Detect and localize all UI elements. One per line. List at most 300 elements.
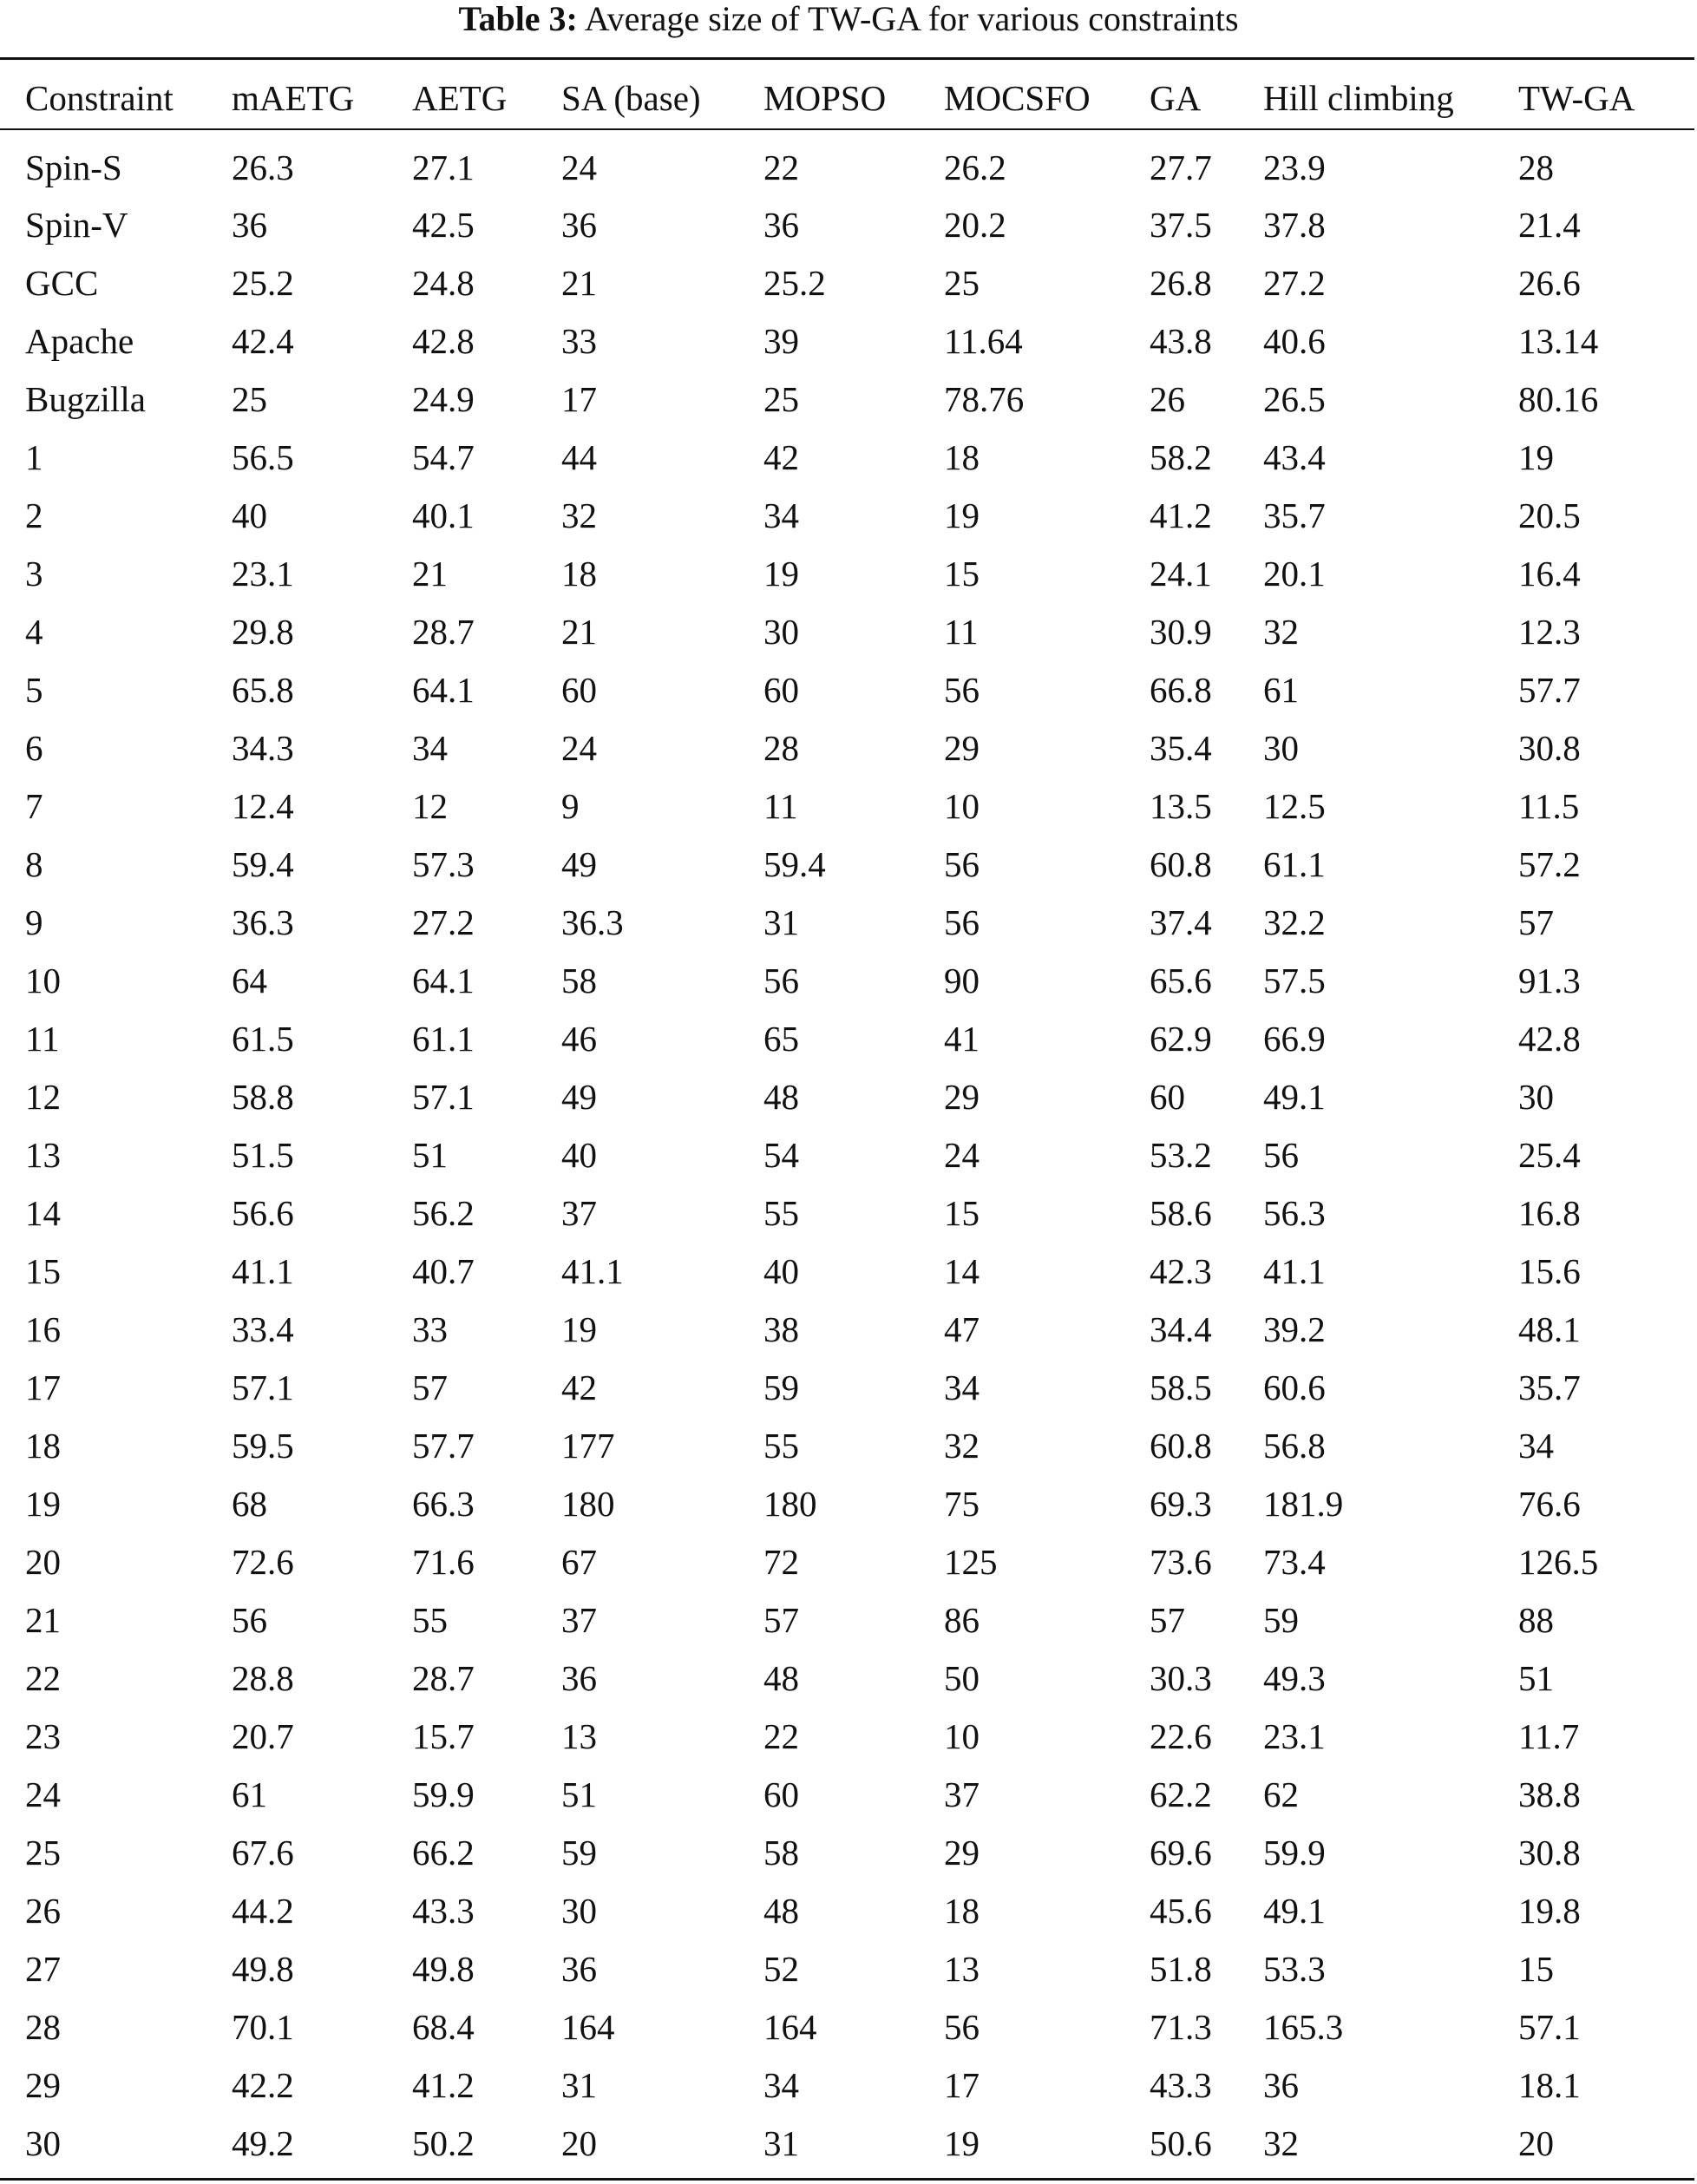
table-row xyxy=(0,835,1694,893)
column-header: MOPSO xyxy=(763,77,887,118)
value-cell: 70.1 xyxy=(232,2006,294,2047)
value-cell: 59.9 xyxy=(412,1774,475,1814)
constraint-cell: 13 xyxy=(25,1134,61,1175)
value-cell: 33.4 xyxy=(232,1308,294,1349)
value-cell: 58.6 xyxy=(1150,1192,1212,1233)
value-cell: 50.2 xyxy=(412,2122,475,2163)
value-cell: 35.4 xyxy=(1150,727,1212,768)
value-cell: 19 xyxy=(763,553,799,594)
value-cell: 49.8 xyxy=(232,1948,294,1989)
value-cell: 11.7 xyxy=(1518,1715,1580,1756)
value-cell: 30.9 xyxy=(1150,611,1212,652)
value-cell: 49 xyxy=(561,1076,597,1117)
value-cell: 15.7 xyxy=(412,1715,475,1756)
table-row xyxy=(0,1125,1694,1184)
constraint-cell: 15 xyxy=(25,1250,61,1291)
value-cell: 66.2 xyxy=(412,1832,475,1872)
value-cell: 24 xyxy=(561,148,597,187)
table-row xyxy=(0,1358,1694,1416)
value-cell: 36 xyxy=(561,1948,597,1989)
value-cell: 58 xyxy=(763,1832,799,1872)
value-cell: 31 xyxy=(763,902,799,942)
value-cell: 48 xyxy=(763,1657,799,1698)
value-cell: 12.5 xyxy=(1263,785,1326,826)
value-cell: 32 xyxy=(561,495,597,535)
table-row xyxy=(0,428,1694,486)
table-row xyxy=(0,1184,1694,1242)
value-cell: 90 xyxy=(944,960,980,1000)
constraint-cell: 14 xyxy=(25,1192,61,1233)
value-cell: 17 xyxy=(944,2064,980,2105)
table-row xyxy=(0,195,1694,253)
constraint-cell: 6 xyxy=(25,727,43,768)
value-cell: 165.3 xyxy=(1263,2006,1344,2047)
value-cell: 37 xyxy=(561,1599,597,1640)
value-cell: 73.4 xyxy=(1263,1541,1326,1582)
value-cell: 62 xyxy=(1263,1774,1299,1814)
value-cell: 46 xyxy=(561,1018,597,1059)
value-cell: 65.6 xyxy=(1150,960,1212,1000)
value-cell: 24.1 xyxy=(1150,553,1212,594)
value-cell: 25.2 xyxy=(232,262,294,303)
value-cell: 11 xyxy=(763,785,798,826)
value-cell: 48 xyxy=(763,1890,799,1931)
value-cell: 14 xyxy=(944,1250,980,1291)
table-row xyxy=(0,718,1694,777)
constraint-cell: 5 xyxy=(25,669,43,710)
value-cell: 29 xyxy=(944,1832,980,1872)
value-cell: 53.3 xyxy=(1263,1948,1326,1989)
value-cell: 42.2 xyxy=(232,2064,294,2105)
value-cell: 42.4 xyxy=(232,320,294,361)
value-cell: 49.8 xyxy=(412,1948,475,1989)
value-cell: 41.2 xyxy=(1150,495,1212,535)
value-cell: 29.8 xyxy=(232,611,294,652)
value-cell: 61.1 xyxy=(412,1018,475,1059)
constraint-cell: Apache xyxy=(25,320,134,361)
value-cell: 72 xyxy=(763,1541,799,1582)
value-cell: 19 xyxy=(1518,436,1554,477)
value-cell: 18 xyxy=(944,1890,980,1931)
value-cell: 20.1 xyxy=(1263,553,1326,594)
value-cell: 12.4 xyxy=(232,785,294,826)
value-cell: 28 xyxy=(1518,148,1554,187)
value-cell: 57.7 xyxy=(412,1425,475,1466)
value-cell: 51 xyxy=(412,1134,448,1175)
value-cell: 27.1 xyxy=(412,148,475,187)
value-cell: 59 xyxy=(763,1367,799,1407)
table-row xyxy=(0,893,1694,951)
value-cell: 57.7 xyxy=(1518,669,1581,710)
column-header: mAETG xyxy=(232,77,355,118)
table-row xyxy=(0,312,1694,370)
value-cell: 36 xyxy=(232,204,267,245)
value-cell: 13 xyxy=(944,1948,980,1989)
table-row xyxy=(0,544,1694,602)
value-cell: 21.4 xyxy=(1518,204,1581,245)
table-row xyxy=(0,1416,1694,1474)
value-cell: 27.7 xyxy=(1150,148,1212,187)
value-cell: 60 xyxy=(763,669,799,710)
value-cell: 59 xyxy=(561,1832,597,1872)
header-row xyxy=(0,59,1694,129)
value-cell: 57.5 xyxy=(1263,960,1326,1000)
constraint-cell: Spin-S xyxy=(25,148,122,187)
value-cell: 40 xyxy=(561,1134,597,1175)
constraint-cell: 19 xyxy=(25,1483,61,1524)
value-cell: 44 xyxy=(561,436,597,477)
value-cell: 20.5 xyxy=(1518,495,1581,535)
constraint-cell: 23 xyxy=(25,1715,61,1756)
constraint-cell: 2 xyxy=(25,495,43,535)
value-cell: 34 xyxy=(1518,1425,1554,1466)
value-cell: 62.9 xyxy=(1150,1018,1212,1059)
value-cell: 42.8 xyxy=(412,320,475,361)
value-cell: 55 xyxy=(763,1192,799,1233)
value-cell: 35.7 xyxy=(1518,1367,1581,1407)
value-cell: 40.7 xyxy=(412,1250,475,1291)
value-cell: 29 xyxy=(944,1076,980,1117)
value-cell: 19 xyxy=(944,495,980,535)
value-cell: 32.2 xyxy=(1263,902,1326,942)
value-cell: 49.1 xyxy=(1263,1890,1326,1931)
column-header: SA (base) xyxy=(561,77,701,118)
value-cell: 22.6 xyxy=(1150,1715,1212,1756)
value-cell: 30 xyxy=(1263,727,1299,768)
value-cell: 78.76 xyxy=(944,378,1025,419)
value-cell: 47 xyxy=(944,1308,980,1349)
value-cell: 57.2 xyxy=(1518,843,1581,884)
constraint-cell: 12 xyxy=(25,1076,61,1117)
value-cell: 16.4 xyxy=(1518,553,1581,594)
value-cell: 34 xyxy=(944,1367,980,1407)
constraint-cell: 16 xyxy=(25,1308,61,1349)
value-cell: 59.5 xyxy=(232,1425,294,1466)
value-cell: 41.1 xyxy=(1263,1250,1326,1291)
value-cell: 39 xyxy=(763,320,799,361)
value-cell: 28.7 xyxy=(412,1657,475,1698)
value-cell: 65 xyxy=(763,1018,799,1059)
value-cell: 64.1 xyxy=(412,960,475,1000)
column-header: TW-GA xyxy=(1518,77,1635,118)
value-cell: 22 xyxy=(763,148,799,187)
value-cell: 51 xyxy=(561,1774,597,1814)
value-cell: 43.3 xyxy=(1150,2064,1212,2105)
value-cell: 57 xyxy=(763,1599,799,1640)
value-cell: 25.4 xyxy=(1518,1134,1581,1175)
value-cell: 34.4 xyxy=(1150,1308,1212,1349)
value-cell: 36 xyxy=(763,204,799,245)
constraint-cell: 8 xyxy=(25,843,43,884)
value-cell: 23.9 xyxy=(1263,148,1326,187)
value-cell: 18 xyxy=(561,553,597,594)
table-row xyxy=(0,1997,1694,2056)
table-row xyxy=(0,777,1694,835)
value-cell: 33 xyxy=(412,1308,448,1349)
value-cell: 43.8 xyxy=(1150,320,1212,361)
value-cell: 15.6 xyxy=(1518,1250,1581,1291)
value-cell: 56.3 xyxy=(1263,1192,1326,1233)
value-cell: 35.7 xyxy=(1263,495,1326,535)
caption-text: Average size of TW-GA for various constraints xyxy=(584,0,1239,38)
value-cell: 19.8 xyxy=(1518,1890,1581,1931)
constraint-cell: 29 xyxy=(25,2064,61,2105)
table-row xyxy=(0,253,1694,312)
column-header: Hill climbing xyxy=(1263,77,1454,118)
table-row xyxy=(0,1881,1694,1939)
table-bottom-rule xyxy=(0,2178,1694,2181)
value-cell: 60.8 xyxy=(1150,843,1212,884)
table-row xyxy=(0,1649,1694,1707)
table-row xyxy=(0,1532,1694,1590)
table-row xyxy=(0,1242,1694,1300)
caption-label: Table 3: xyxy=(458,0,578,38)
value-cell: 54 xyxy=(763,1134,799,1175)
value-cell: 56 xyxy=(944,902,980,942)
value-cell: 56.5 xyxy=(232,436,294,477)
value-cell: 34 xyxy=(763,2064,799,2105)
value-cell: 26.3 xyxy=(232,148,294,187)
value-cell: 36 xyxy=(1263,2064,1299,2105)
value-cell: 56 xyxy=(1263,1134,1299,1175)
value-cell: 45.6 xyxy=(1150,1890,1212,1931)
value-cell: 27.2 xyxy=(412,902,475,942)
value-cell: 26.8 xyxy=(1150,262,1212,303)
value-cell: 30 xyxy=(763,611,799,652)
constraint-cell: 3 xyxy=(25,553,43,594)
table-row xyxy=(0,1707,1694,1765)
value-cell: 66.8 xyxy=(1150,669,1212,710)
value-cell: 22 xyxy=(763,1715,799,1756)
value-cell: 41.1 xyxy=(232,1250,294,1291)
constraint-cell: 10 xyxy=(25,960,61,1000)
value-cell: 66.9 xyxy=(1263,1018,1326,1059)
constraint-cell: Bugzilla xyxy=(25,378,146,419)
table-row xyxy=(0,951,1694,1009)
value-cell: 67.6 xyxy=(232,1832,294,1872)
value-cell: 52 xyxy=(763,1948,799,1989)
value-cell: 37 xyxy=(944,1774,980,1814)
value-cell: 37.4 xyxy=(1150,902,1212,942)
constraint-cell: 18 xyxy=(25,1425,61,1466)
value-cell: 54.7 xyxy=(412,436,475,477)
value-cell: 58.5 xyxy=(1150,1367,1212,1407)
value-cell: 11.64 xyxy=(944,320,1023,361)
value-cell: 181.9 xyxy=(1263,1483,1344,1524)
table-row xyxy=(0,370,1694,428)
value-cell: 60 xyxy=(561,669,597,710)
value-cell: 25 xyxy=(763,378,799,419)
value-cell: 36.3 xyxy=(232,902,294,942)
constraint-cell: 1 xyxy=(25,436,43,477)
results-table xyxy=(0,59,1694,2172)
value-cell: 60 xyxy=(1150,1076,1185,1117)
value-cell: 59 xyxy=(1263,1599,1299,1640)
value-cell: 56 xyxy=(944,2006,980,2047)
value-cell: 68 xyxy=(232,1483,267,1524)
value-cell: 26 xyxy=(1150,378,1185,419)
value-cell: 12.3 xyxy=(1518,611,1581,652)
value-cell: 49.3 xyxy=(1263,1657,1326,1698)
value-cell: 49 xyxy=(561,843,597,884)
constraint-cell: 22 xyxy=(25,1657,61,1698)
value-cell: 58.2 xyxy=(1150,436,1212,477)
constraint-cell: 30 xyxy=(25,2122,61,2163)
value-cell: 24 xyxy=(561,727,597,768)
value-cell: 27.2 xyxy=(1263,262,1326,303)
constraint-cell: 11 xyxy=(25,1018,60,1059)
value-cell: 39.2 xyxy=(1263,1308,1326,1349)
value-cell: 28 xyxy=(763,727,799,768)
constraint-cell: 7 xyxy=(25,785,43,826)
value-cell: 61 xyxy=(232,1774,267,1814)
value-cell: 21 xyxy=(412,553,448,594)
constraint-cell: 28 xyxy=(25,2006,61,2047)
value-cell: 30.3 xyxy=(1150,1657,1212,1698)
column-header: AETG xyxy=(412,77,508,118)
value-cell: 30 xyxy=(561,1890,597,1931)
value-cell: 34 xyxy=(763,495,799,535)
value-cell: 57.1 xyxy=(412,1076,475,1117)
constraint-cell: 27 xyxy=(25,1948,61,1989)
value-cell: 37.5 xyxy=(1150,204,1212,245)
value-cell: 10 xyxy=(944,1715,980,1756)
value-cell: 11.5 xyxy=(1518,785,1580,826)
value-cell: 64.1 xyxy=(412,669,475,710)
value-cell: 24.8 xyxy=(412,262,475,303)
value-cell: 71.3 xyxy=(1150,2006,1212,2047)
value-cell: 30.8 xyxy=(1518,1832,1581,1872)
value-cell: 25 xyxy=(232,378,267,419)
value-cell: 49.2 xyxy=(232,2122,294,2163)
value-cell: 31 xyxy=(561,2064,597,2105)
value-cell: 43.3 xyxy=(412,1890,475,1931)
column-header: GA xyxy=(1150,77,1202,118)
table-row xyxy=(0,1009,1694,1067)
value-cell: 42 xyxy=(763,436,799,477)
value-cell: 15 xyxy=(1518,1948,1554,1989)
value-cell: 30.8 xyxy=(1518,727,1581,768)
value-cell: 29 xyxy=(944,727,980,768)
value-cell: 91.3 xyxy=(1518,960,1581,1000)
value-cell: 41.1 xyxy=(561,1250,624,1291)
value-cell: 13 xyxy=(561,1715,597,1756)
constraint-cell: 25 xyxy=(25,1832,61,1872)
value-cell: 66.3 xyxy=(412,1483,475,1524)
constraint-cell: 20 xyxy=(25,1541,61,1582)
value-cell: 59.4 xyxy=(232,843,294,884)
value-cell: 37.8 xyxy=(1263,204,1326,245)
value-cell: 19 xyxy=(561,1308,597,1349)
value-cell: 69.6 xyxy=(1150,1832,1212,1872)
value-cell: 34 xyxy=(412,727,448,768)
value-cell: 34.3 xyxy=(232,727,294,768)
value-cell: 56.2 xyxy=(412,1192,475,1233)
value-cell: 43.4 xyxy=(1263,436,1326,477)
table-row xyxy=(0,486,1694,544)
value-cell: 61.5 xyxy=(232,1018,294,1059)
value-cell: 42 xyxy=(561,1367,597,1407)
value-cell: 44.2 xyxy=(232,1890,294,1931)
value-cell: 59.4 xyxy=(763,843,826,884)
value-cell: 51.8 xyxy=(1150,1948,1212,1989)
value-cell: 13.14 xyxy=(1518,320,1599,361)
value-cell: 16.8 xyxy=(1518,1192,1581,1233)
value-cell: 48.1 xyxy=(1518,1308,1581,1349)
value-cell: 40 xyxy=(763,1250,799,1291)
constraint-cell: Spin-V xyxy=(25,204,128,245)
value-cell: 86 xyxy=(944,1599,980,1640)
value-cell: 56 xyxy=(944,843,980,884)
column-header: MOCSFO xyxy=(944,77,1091,118)
value-cell: 28.8 xyxy=(232,1657,294,1698)
value-cell: 41 xyxy=(944,1018,980,1059)
value-cell: 31 xyxy=(763,2122,799,2163)
value-cell: 36 xyxy=(561,1657,597,1698)
value-cell: 26.6 xyxy=(1518,262,1581,303)
value-cell: 33 xyxy=(561,320,597,361)
value-cell: 57.3 xyxy=(412,843,475,884)
value-cell: 10 xyxy=(944,785,980,826)
value-cell: 40 xyxy=(232,495,267,535)
value-cell: 60.6 xyxy=(1263,1367,1326,1407)
value-cell: 164 xyxy=(763,2006,817,2047)
value-cell: 25.2 xyxy=(763,262,826,303)
value-cell: 15 xyxy=(944,553,980,594)
value-cell: 32 xyxy=(1263,611,1299,652)
table-row xyxy=(0,129,1694,195)
value-cell: 26.5 xyxy=(1263,378,1326,419)
value-cell: 42.8 xyxy=(1518,1018,1581,1059)
value-cell: 18 xyxy=(944,436,980,477)
table-body xyxy=(0,129,1694,2172)
constraint-cell: 21 xyxy=(25,1599,61,1640)
value-cell: 38.8 xyxy=(1518,1774,1581,1814)
value-cell: 53.2 xyxy=(1150,1134,1212,1175)
constraint-cell: GCC xyxy=(25,262,99,303)
value-cell: 19 xyxy=(944,2122,980,2163)
value-cell: 56.6 xyxy=(232,1192,294,1233)
value-cell: 42.5 xyxy=(412,204,475,245)
table-row xyxy=(0,1823,1694,1881)
table-row xyxy=(0,1300,1694,1358)
value-cell: 57.1 xyxy=(232,1367,294,1407)
value-cell: 55 xyxy=(763,1425,799,1466)
value-cell: 80.16 xyxy=(1518,378,1599,419)
value-cell: 64 xyxy=(232,960,267,1000)
value-cell: 37 xyxy=(561,1192,597,1233)
value-cell: 88 xyxy=(1518,1599,1554,1640)
value-cell: 23.1 xyxy=(232,553,294,594)
value-cell: 72.6 xyxy=(232,1541,294,1582)
value-cell: 164 xyxy=(561,2006,615,2047)
value-cell: 26.2 xyxy=(944,148,1006,187)
value-cell: 60.8 xyxy=(1150,1425,1212,1466)
constraint-cell: 24 xyxy=(25,1774,61,1814)
value-cell: 48 xyxy=(763,1076,799,1117)
table-row xyxy=(0,2114,1694,2172)
value-cell: 61.1 xyxy=(1263,843,1326,884)
value-cell: 38 xyxy=(763,1308,799,1349)
value-cell: 67 xyxy=(561,1541,597,1582)
value-cell: 23.1 xyxy=(1263,1715,1326,1756)
value-cell: 76.6 xyxy=(1518,1483,1581,1524)
value-cell: 21 xyxy=(561,262,597,303)
value-cell: 28.7 xyxy=(412,611,475,652)
value-cell: 11 xyxy=(944,611,979,652)
value-cell: 20 xyxy=(1518,2122,1554,2163)
value-cell: 51 xyxy=(1518,1657,1554,1698)
